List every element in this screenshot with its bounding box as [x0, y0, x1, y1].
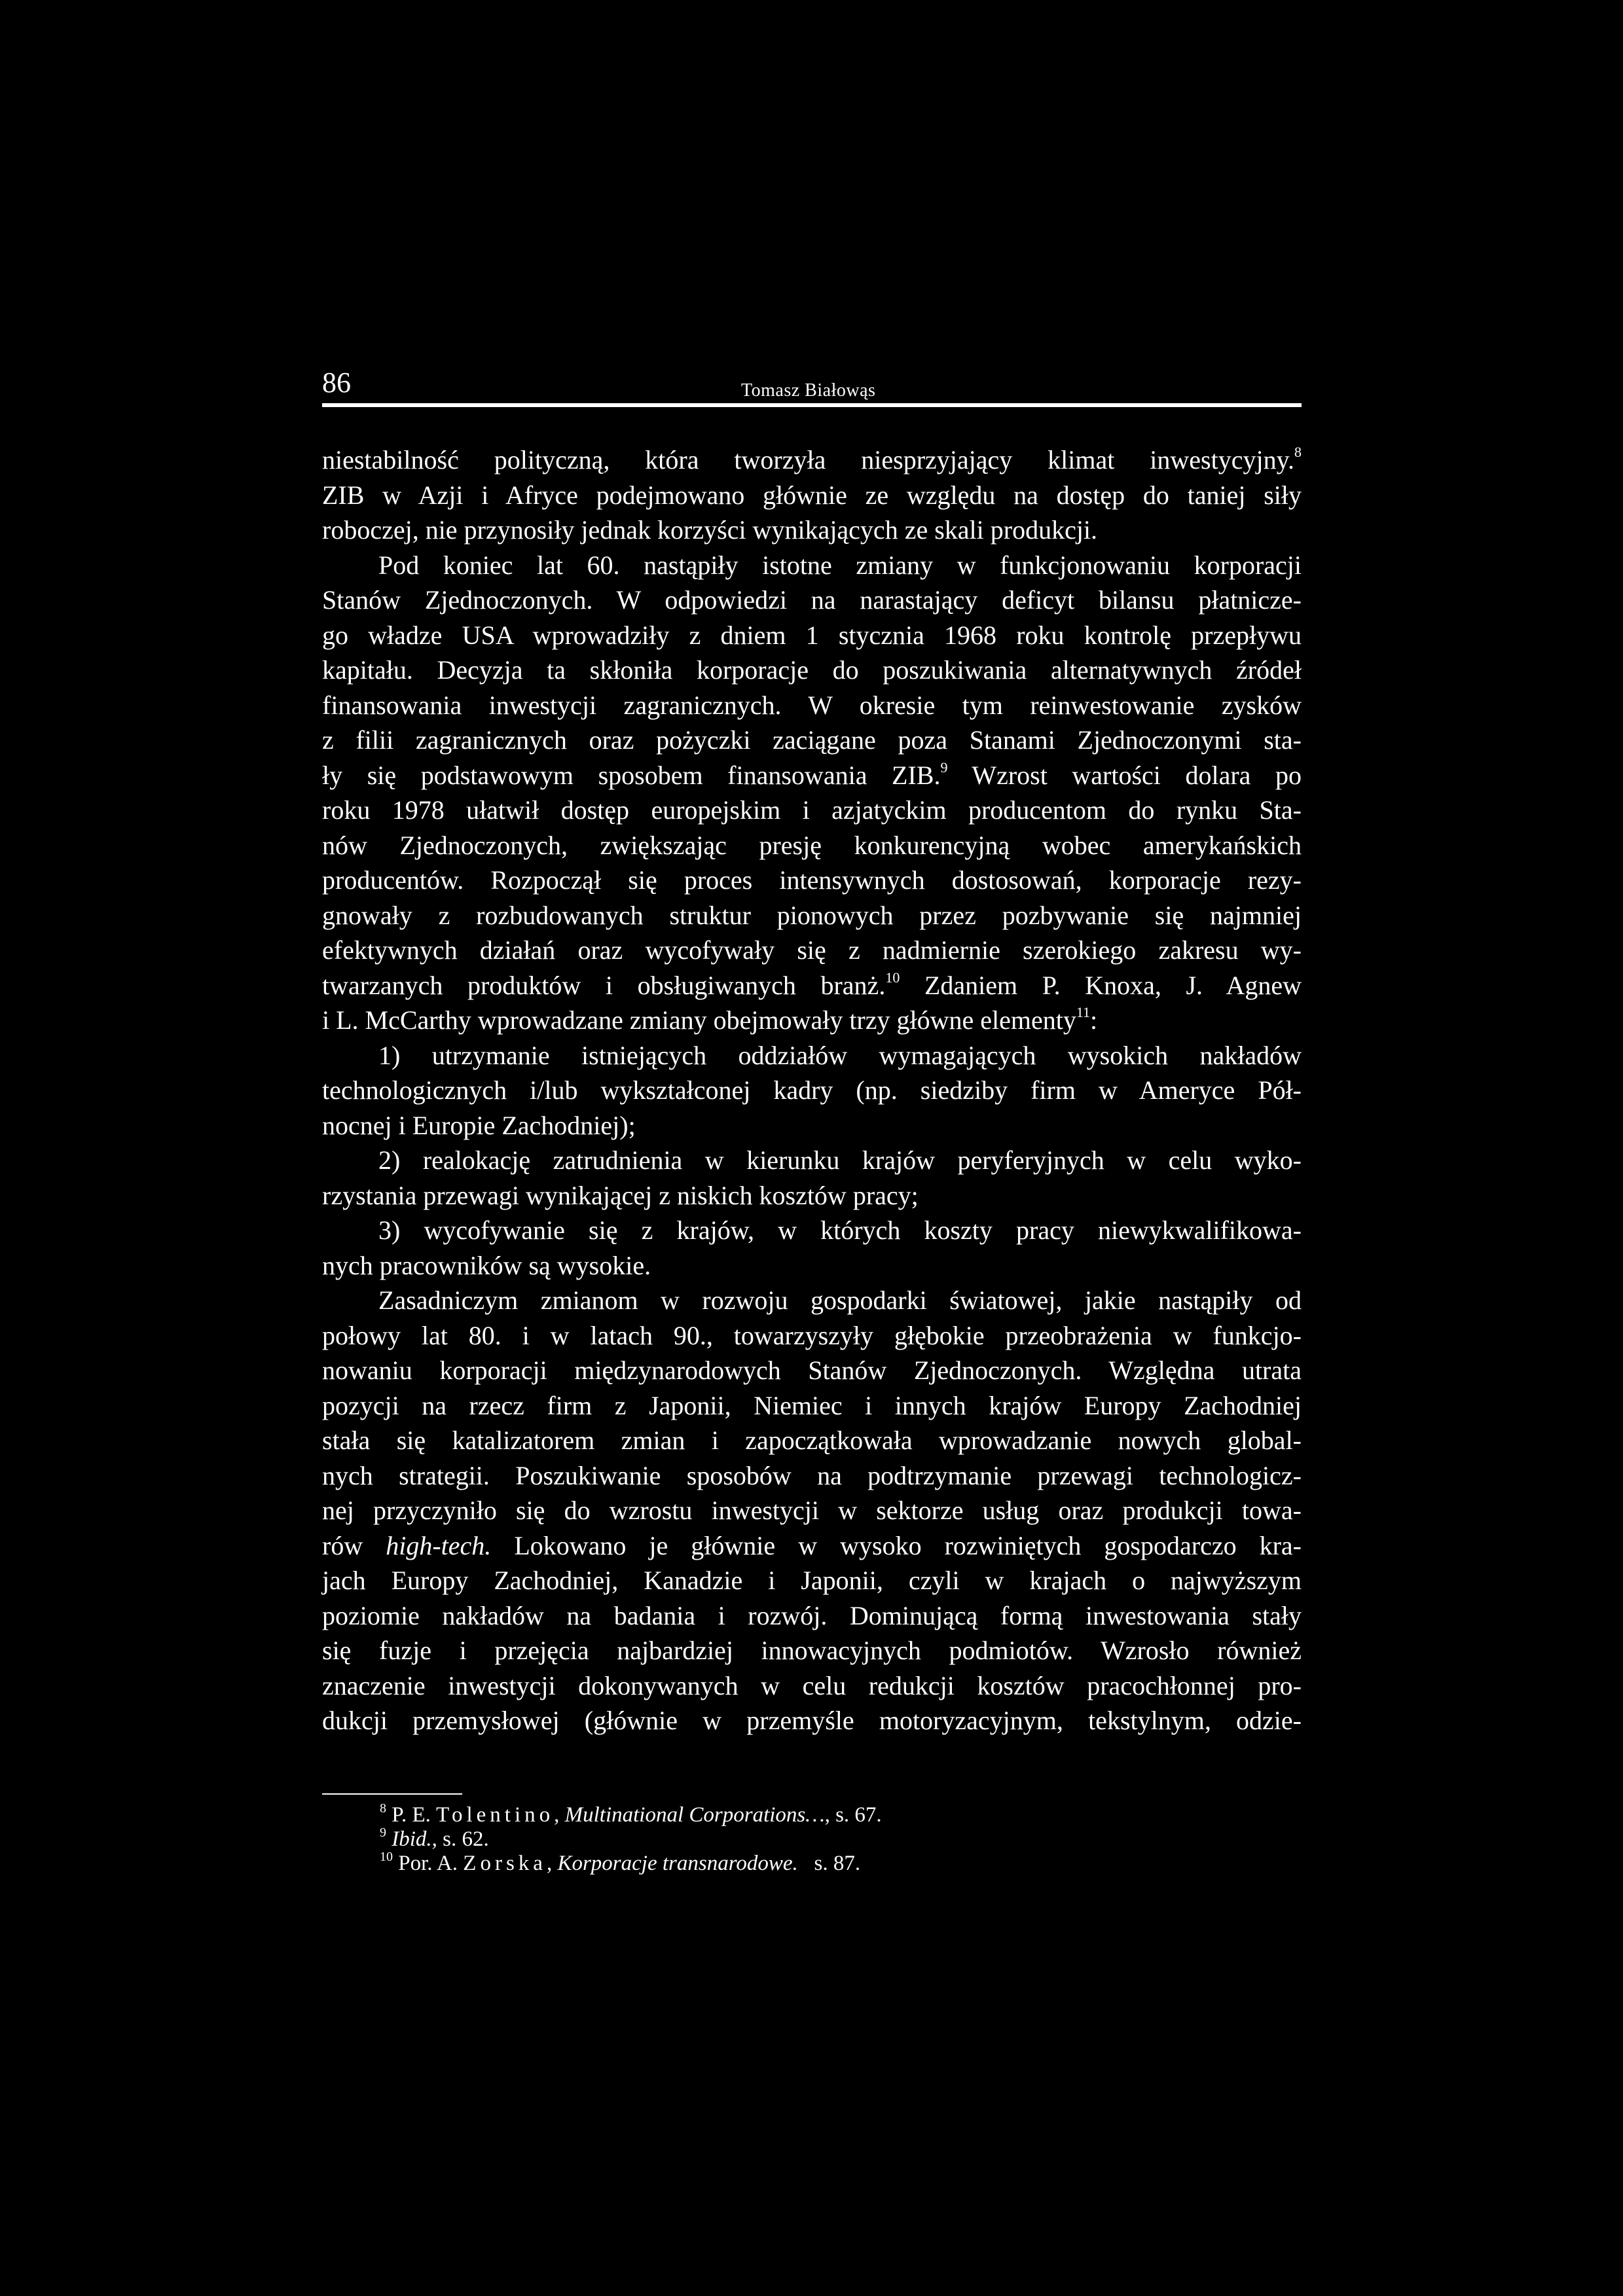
- text-line: roboczej, nie przynosiły jednak korzyści wynikających ze skali produkcji.: [322, 515, 1098, 545]
- text-line: Zasadniczym zmianom w rozwoju gospodarki światowej, jakie nastąpiły od: [378, 1285, 1302, 1315]
- text-line: technologicznych i/lub wykształconej kadry (np. siedziby firm w Ameryce Pół-: [322, 1075, 1302, 1105]
- text-line: nych pracowników są wysokie.: [322, 1250, 651, 1280]
- footnote-item: $^8$ P. E. Tolentino, Multinational Corporations…, s. 67.: [380, 1801, 882, 1827]
- text-line: pozycji na rzecz firm z Japonii, Niemiec i innych krajów Europy Zachodniej: [322, 1390, 1302, 1420]
- text-line: stała się katalizatorem zmian i zapoczątkowała wprowadzanie nowych global-: [322, 1426, 1302, 1455]
- text-line: Stanów Zjednoczonych. W odpowiedzi na narastający deficyt bilansu płatnicze-: [322, 585, 1302, 615]
- text-line: rzystania przewagi wynikającej z niskich kosztów pracy;: [322, 1180, 919, 1210]
- footnote-item: $^9$ Ibid., s. 62.: [380, 1825, 489, 1851]
- text-line: dukcji przemysłowej (głównie w przemyśle motoryzacyjnym, tekstylnym, odzie-: [322, 1706, 1302, 1735]
- text-line: roku 1978 ułatwił dostęp europejskim i azjatyckim producentom do rynku Sta-: [322, 795, 1302, 825]
- text-line: producentów. Rozpoczął się proces intensywnych dostosowań, korporacje rezy-: [322, 865, 1302, 895]
- text-line: gnowały z rozbudowanych struktur pionowych przez pozbywanie się najmniej: [322, 900, 1302, 930]
- text-line: poziomie nakładów na badania i rozwój. Dominującą formą inwestowania stały: [322, 1600, 1302, 1630]
- list-item: 3) wycofywanie się z krajów, w których koszty pracy niewykwalifikowa-: [378, 1215, 1302, 1245]
- text-line: z filii zagranicznych oraz pożyczki zaciągane poza Stanami Zjednoczonymi sta-: [322, 725, 1302, 755]
- text-line: efektywnych działań oraz wycofywały się z nadmiernie szerokiego zakresu wy-: [322, 935, 1302, 965]
- footnote-ref[interactable]: 9: [940, 759, 948, 776]
- footnote-rule: [322, 1793, 462, 1795]
- text-line: się fuzje i przejęcia najbardziej innowacyjnych podmiotów. Wzrosło również: [322, 1636, 1302, 1665]
- text-line: nej przyczyniło się do wzrostu inwestycji w sektorze usług oraz produkcji towa-: [322, 1496, 1302, 1525]
- list-item: 1) utrzymanie istniejących oddziałów wymagających wysokich nakładów: [378, 1040, 1302, 1070]
- footnote-ref[interactable]: 11: [1076, 1004, 1091, 1020]
- text-line: Pod koniec lat 60. nastąpiły istotne zmiany w funkcjonowaniu korporacji: [378, 550, 1302, 580]
- text-line: nych strategii. Poszukiwanie sposobów na podtrzymanie przewagi technologicz-: [322, 1460, 1302, 1490]
- footnote-author: Zorska: [463, 1852, 547, 1875]
- body-text: [322, 442, 1302, 1738]
- running-head: Tomasz Białowąs: [741, 380, 876, 401]
- text-line: nocnej i Europie Zachodniej);: [322, 1110, 636, 1140]
- footnote-mark: 8: [380, 1801, 386, 1816]
- footnote-ref[interactable]: 10: [885, 969, 900, 986]
- text-line: nowaniu korporacji międzynarodowych Stanów Zjednoczonych. Względna utrata: [322, 1355, 1302, 1385]
- text-line: połowy lat 80. i w latach 90., towarzyszyły głębokie przeobrażenia w funkcjo-: [322, 1320, 1302, 1350]
- text-line: ły się podstawowym sposobem finansowania ZIB.$^9$ Wzrost wartości dolara po: [322, 759, 1302, 790]
- text-line: i L. McCarthy wprowadzane zmiany obejmowały trzy główne elementy$^{11}$:: [322, 1004, 1098, 1035]
- list-item: 2) realokację zatrudnienia w kierunku krajów peryferyjnych w celu wyko-: [378, 1145, 1302, 1175]
- footnote-mark: 10: [380, 1850, 393, 1864]
- footnotes: [380, 1803, 1296, 1876]
- text-line: ZIB w Azji i Afryce podejmowano głównie ze względu na dostęp do taniej siły: [322, 480, 1302, 510]
- text-line: jach Europy Zachodniej, Kanadzie i Japonii, czyli w krajach o najwyższym: [322, 1566, 1302, 1595]
- text-line: znaczenie inwestycji dokonywanych w celu redukcji kosztów pracochłonnej pro-: [322, 1670, 1302, 1700]
- text-line: rów high-tech. Lokowano je głównie w wysoko rozwiniętych gospodarczo kra-: [322, 1530, 1302, 1560]
- footnote-item: $^{10}$ Por. A. Zorska, Korporacje transnarodowe. s. 87.: [380, 1850, 861, 1875]
- text-line: kapitału. Decyzja ta skłoniła korporacje do poszukiwania alternatywnych źródeł: [322, 655, 1302, 685]
- text-line: go władze USA wprowadziły z dniem 1 stycznia 1968 roku kontrolę przepływu: [322, 620, 1302, 650]
- text-line: twarzanych produktów i obsługiwanych branż.$^{10}$ Zdaniem P. Knoxa, J. Agnew: [322, 969, 1302, 1000]
- footnote-ref[interactable]: 8: [1294, 444, 1302, 460]
- footnote-title: Korporacje transnarodowe.: [557, 1852, 798, 1875]
- text-line: niestabilność polityczną, która tworzyła niesprzyjający klimat inwestycyjny.$^8$: [322, 444, 1302, 475]
- page-number: 86: [322, 367, 351, 399]
- footnote-author: Tolentino: [436, 1803, 555, 1827]
- footnote-mark: 9: [380, 1825, 386, 1840]
- text-line: nów Zjednoczonych, zwiększając presję konkurencyjną wobec amerykańskich: [322, 830, 1302, 860]
- footnote-title: Ibid.: [392, 1827, 432, 1851]
- header-rule: [322, 403, 1302, 407]
- text-line: finansowania inwestycji zagranicznych. W okresie tym reinwestowanie zysków: [322, 690, 1302, 720]
- footnote-title: Multinational Corporations…: [564, 1803, 825, 1827]
